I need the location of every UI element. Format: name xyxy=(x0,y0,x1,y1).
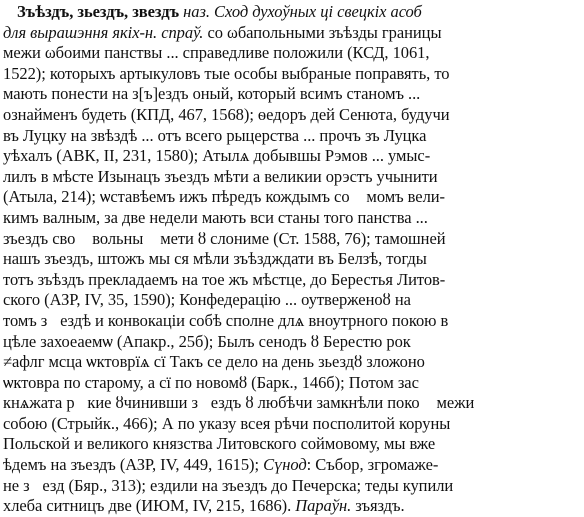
body-text: ѣдемъ на зъездъ (АЗР, IV, 449, 1615); xyxy=(3,455,264,475)
entry-line xyxy=(3,352,581,373)
entry-line xyxy=(3,208,581,229)
entry-line xyxy=(3,414,581,435)
body-text: (Атыла, 214); ѡставѣемъ ижъ пѣредъ кождымъ соⷨ момъ вели- xyxy=(3,187,445,207)
body-text: 1522); которыхъ артыкуловъ тые особы выбраные поправять, то xyxy=(3,63,450,83)
italic-text: наз. Сход духоўных ці свецкіх асоб xyxy=(179,2,422,21)
body-text: не зⷨезд (Бяр., 313); ездили на зъездъ до Печерска; теды купили xyxy=(3,475,454,495)
headword: Зъѣздъ, зьездъ, звездъ xyxy=(17,2,180,21)
entry-line xyxy=(3,187,581,208)
entry-line xyxy=(3,43,581,64)
body-text: ского (АЗР, IV, 35, 1590); Конфедерацію ... оутверженоȣ на xyxy=(3,290,411,310)
entry-line xyxy=(3,146,581,167)
entry-line xyxy=(3,393,581,414)
body-text: межи ωбоими панствы ... справедливе положили (КСД, 1061, xyxy=(3,43,430,63)
body-text: томъ зⷨездѣ и конвокаціи собѣ сполне длѧ вноутрного покою вⷨ xyxy=(3,310,462,330)
entry-line xyxy=(3,290,581,311)
entry-line xyxy=(3,332,581,353)
body-text: тотъ зъѣздъ прекладаемъ на тое жъ мѣстце, до Берестья Литов- xyxy=(3,269,446,289)
entry-line xyxy=(3,496,581,517)
body-text: лилъ в мѣсте Изынацъ зъездъ мѣти а великии орэстъ учынити xyxy=(3,166,438,186)
body-text: : Събор, згромаже- xyxy=(306,455,439,475)
entry-line xyxy=(3,311,581,332)
body-text: ≠афлг мсца ѡктоврїѧ сї Такъ се дело на день зьездȣ зложоно xyxy=(3,352,425,372)
italic-text: для вырашэння якіх-н. спраў. xyxy=(3,22,204,42)
body-text: зъяздъ. xyxy=(351,496,405,516)
body-text: кимъ валным, за две недели мають вси станы того панства ... xyxy=(3,207,428,227)
entry-line xyxy=(3,105,581,126)
entry-first-line xyxy=(3,2,581,23)
entry-line xyxy=(3,84,581,105)
entry-line xyxy=(3,270,581,291)
body-text: ѡктовра по старому, а сї по новомȣ (Барк., 146б); Потом зас xyxy=(3,372,419,392)
body-text: въ Луцку на звѣздѣ ... отъ всего рыцерства ... прочъ зъ Луцка xyxy=(3,125,427,145)
entry-line xyxy=(3,167,581,188)
body-text: уѣхалъ (АВК, II, 231, 1580); Атылѧ добывшы Рэмов ... умыс- xyxy=(3,146,431,166)
body-text: цѣле захоеаемѡ (Апакр., 25б); Былъ сенодъ ȣ Берестю рок xyxy=(3,331,411,351)
body-text: хлеба ситницъ две (ИЮМ, IV, 215, 1686). xyxy=(3,496,296,516)
body-text: Польской и великого князства Литовского соймовому, мы вже xyxy=(3,434,436,454)
body-text: кнѧжата рⷭкие ȣчинивши зⷨездъ ȣ любѣчи замкнѣли покоⷨ межи xyxy=(3,393,475,413)
entry-line xyxy=(3,373,581,394)
entry-line xyxy=(3,126,581,147)
body-text: ознайменъ будеть (КПД, 467, 1568); ѳедоръ дей Сенюта, будучи xyxy=(3,104,450,124)
dictionary-entry xyxy=(3,2,581,517)
body-text: нашъ зъездъ, штожъ мы ся мѣли зъѣздждати въ Белзѣ, тогды xyxy=(3,249,427,269)
entry-line xyxy=(3,23,581,44)
entry-line xyxy=(3,434,581,455)
body-text: со ωбапольными зъѣзды границы xyxy=(203,22,442,42)
italic-text: Сүнод xyxy=(263,455,307,475)
body-text: собою (Стрыйк., 466); А по указу всея рѣчи посполитой коруны xyxy=(3,413,451,433)
entry-line xyxy=(3,64,581,85)
entry-line xyxy=(3,476,581,497)
body-text: зъездъ своⷨ вольныⷨ мети ȣ слониме (Ст. 1588, 76); тамошней xyxy=(3,228,446,248)
entry-line xyxy=(3,229,581,250)
entry-line xyxy=(3,249,581,270)
body-text: мають понести на з[ъ]ездъ оный, который всимъ станомъ ... xyxy=(3,84,421,104)
entry-line xyxy=(3,455,581,476)
italic-text: Параўн. xyxy=(295,496,352,516)
